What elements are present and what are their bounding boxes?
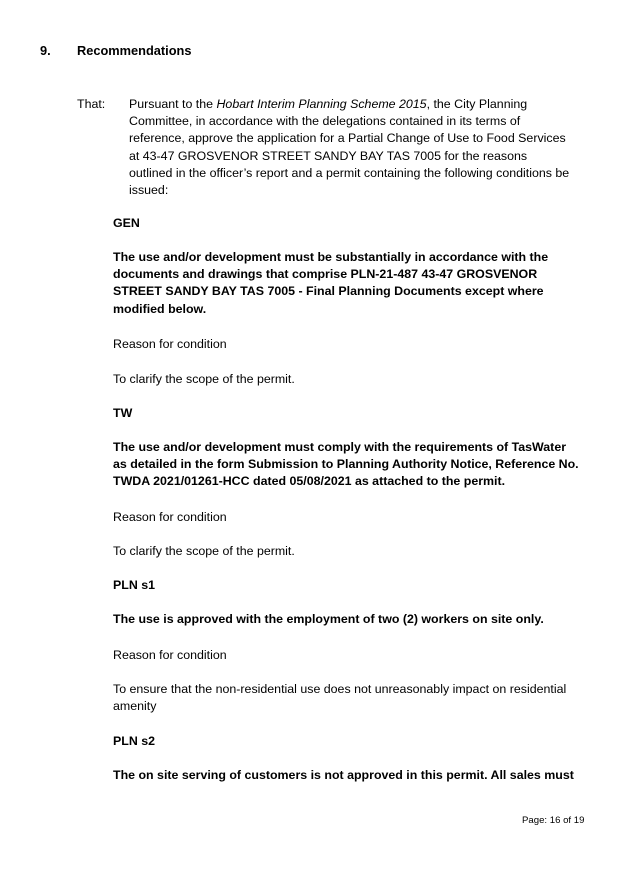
page-number: Page: 16 of 19: [522, 815, 585, 826]
scheme-name: Hobart Interim Planning Scheme 2015: [216, 97, 427, 111]
reason-label-tw: Reason for condition: [113, 510, 227, 524]
condition-text-gen: The use and/or development must be substantially in accordance with the documents and drawings that comprise PLN-21-487 43-47 GROSVENOR STREET SANDY BAY TAS 7005 - Final Planning Documents except where modified below.: [113, 250, 549, 316]
reason-text-gen: To clarify the scope of the permit.: [113, 372, 295, 386]
section-number: 9.: [40, 43, 51, 58]
reason-text-tw: To clarify the scope of the permit.: [113, 544, 295, 558]
reason-label-gen: Reason for condition: [113, 337, 227, 351]
intro-text-before: Pursuant to the: [129, 97, 217, 111]
intro-text-after: , the City Planning Committee, in accordance with the delegations contained in its terms of reference, approve the application for a Partial Change of Use to Food Services at 43-47 GROSVENOR STREET SANDY BAY TAS 7005 for the reasons outlined in the officer’s report and a permit containing the following conditions be issued:: [129, 97, 570, 198]
condition-code-pln-s2: PLN s2: [113, 734, 156, 748]
condition-text-pln-s2: The on site serving of customers is not approved in this permit. All sales must: [113, 768, 574, 782]
reason-text-pln-s1: To ensure that the non-residential use does not unreasonably impact on residential amenity: [113, 682, 567, 714]
condition-code-tw: TW: [113, 406, 133, 420]
intro-label: That:: [77, 97, 106, 111]
reason-label-pln-s1: Reason for condition: [113, 648, 227, 662]
condition-code-pln-s1: PLN s1: [113, 578, 156, 592]
condition-text-pln-s1: The use is approved with the employment of two (2) workers on site only.: [113, 612, 544, 626]
intro-paragraph: [129, 96, 571, 199]
condition-text-tw: The use and/or development must comply with the requirements of TasWater as detailed in the form Submission to Planning Authority Notice, Reference No. TWDA 2021/01261-HCC dated 05/08/2021 as attached to the permit.: [113, 440, 579, 489]
section-title: Recommendations: [77, 43, 192, 58]
condition-code-gen: GEN: [113, 216, 140, 230]
